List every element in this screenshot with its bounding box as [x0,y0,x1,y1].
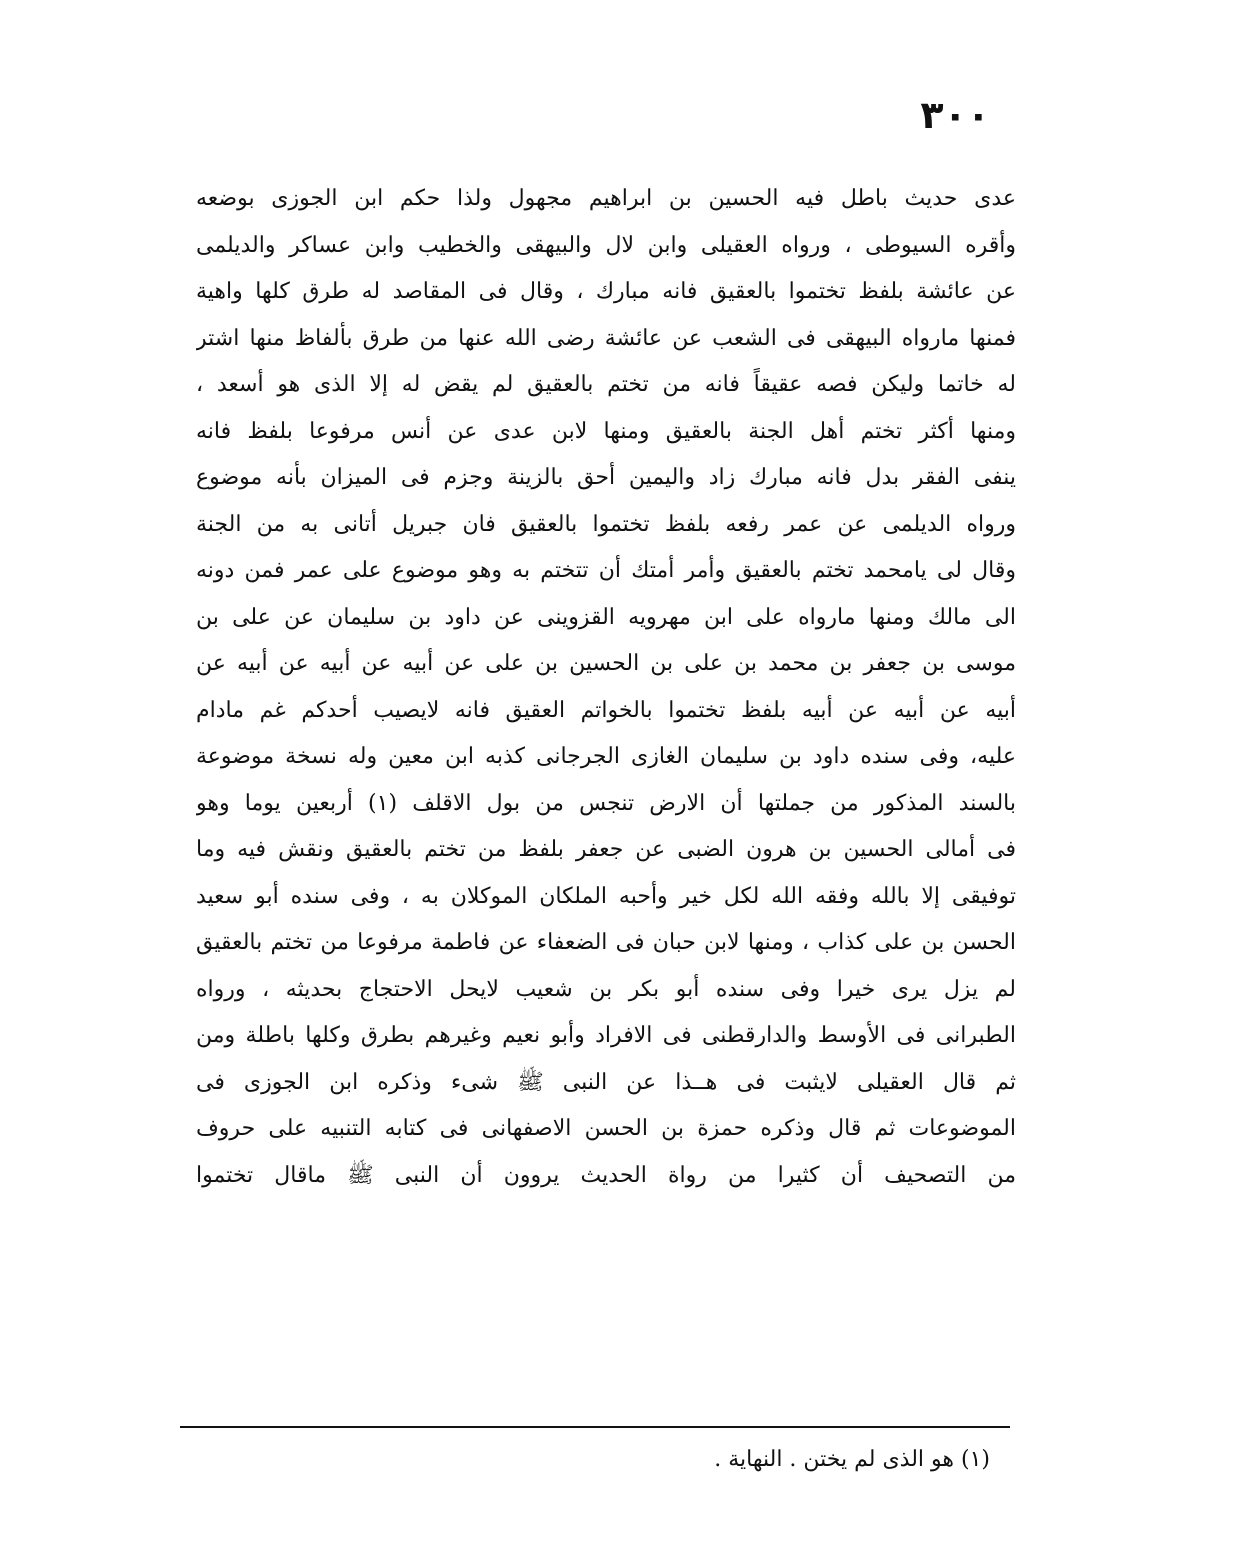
text-line: فمنها مارواه البيهقى فى الشعب عن عائشة رضى الله عنها من طرق بألفاظ منها اشتر [196,325,1016,351]
text-line: له خاتما وليكن فصه عقيقاً فانه من تختم بالعقيق لم يقض له إلا الذى هو أسعد ، [196,372,1016,397]
text-line: عدى حديث باطل فيه الحسين بن ابراهيم مجهول ولذا حكم ابن الجوزى بوضعه [196,186,1016,211]
text-line: ومنها أكثر تختم أهل الجنة بالعقيق ومنها لابن عدى عن أنس مرفوعا بلفظ فانه [196,418,1016,444]
text-line: فى أمالى الحسين بن هرون الضبى عن جعفر بلفظ من تختم بالعقيق ونقش فيه وما [196,837,1016,862]
body-text [196,176,1016,1199]
text-line: ينفى الفقر بدل فانه مبارك زاد واليمين أحق بالزينة وجزم فى الميزان بأنه موضوع [196,465,1016,490]
text-line: الموضوعات ثم قال وذكره حمزة بن الحسن الاصفهانى فى كتابه التنبيه على حروف [196,1116,1016,1141]
text-line: توفيقى إلا بالله وفقه الله لكل خير وأحبه الملكان الموكلان به ، وفى سنده أبو سعيد [196,883,1016,909]
text-line: وأقره السيوطى ، ورواه العقيلى وابن لال والبيهقى والخطيب وابن عساكر والديلمى [196,232,1016,258]
text-line: وقال لى يامحمد تختم بالعقيق وأمر أمتك أن تتختم به وهو موضوع على عمر فمن دونه [196,558,1016,583]
text-line: ثم قال العقيلى لايثبت فى هــذا عن النبى ﷺ شىء وذكره ابن الجوزى فى [196,1069,1016,1095]
footnote-divider [180,1426,1010,1428]
text-line: موسى بن جعفر بن محمد بن على بن الحسين بن على عن أبيه عن أبيه عن أبيه عن [196,651,1016,676]
text-line: أبيه عن أبيه عن أبيه بلفظ تختموا بالخواتم العقيق فانه لايصيب أحدكم غم مادام [196,697,1016,723]
text-line: بالسند المذكور من جملتها أن الارض تنجس من بول الاقلف (١) أربعين يوما وهو [196,790,1016,816]
text-line: الحسن بن على كذاب ، ومنها لابن حبان فى الضعفاء عن فاطمة مرفوعا من تختم بالعقيق [196,930,1016,955]
footnote: (١) هو الذى لم يختن . النهاية . [714,1447,990,1472]
text-line: الى مالك ومنها مارواه على ابن مهرويه القزوينى عن داود بن سليمان عن على بن [196,604,1016,630]
page-number: ٣٠٠ [920,93,990,137]
text-line: عليه، وفى سنده داود بن سليمان الغازى الجرجانى كذبه ابن معين وله نسخة موضوعة [196,744,1016,769]
text-line: الطبرانى فى الأوسط والدارقطنى فى الافراد وأبو نعيم وغيرهم بطرق وكلها باطلة ومن [196,1023,1016,1048]
text-line: عن عائشة بلفظ تختموا بالعقيق فانه مبارك ، وقال فى المقاصد له طرق كلها واهية [196,279,1016,304]
text-line: ورواه الديلمى عن عمر رفعه بلفظ تختموا بالعقيق فان جبريل أتانى به من الجنة [196,511,1016,537]
text-line: من التصحيف أن كثيرا من رواة الحديث يروون أن النبى ﷺ ماقال تختموا [196,1162,1016,1188]
text-line: لم يزل يرى خيرا وفى سنده أبو بكر بن شعيب لايحل الاحتجاج بحديثه ، ورواه [196,976,1016,1002]
